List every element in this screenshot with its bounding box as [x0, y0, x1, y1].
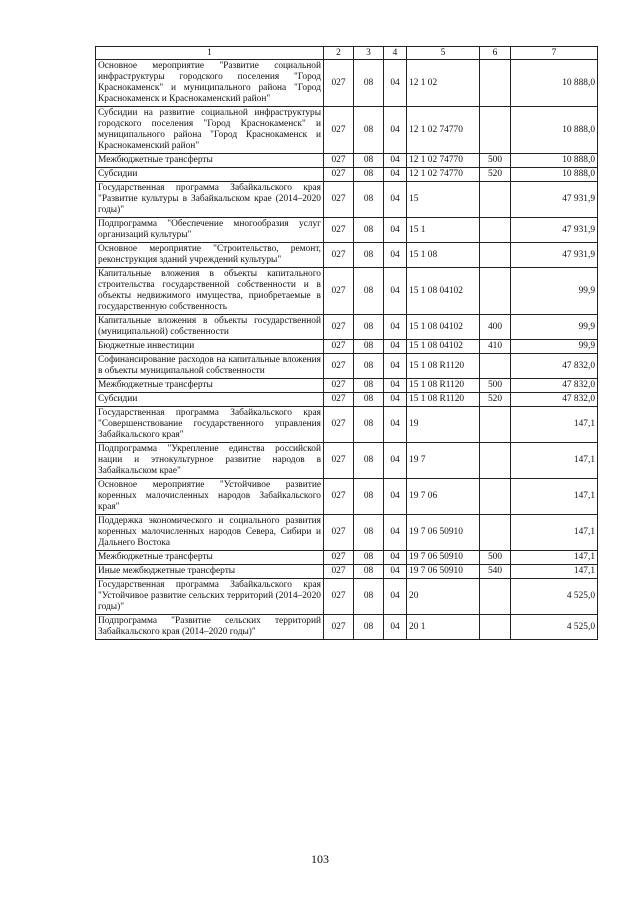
expense-type-code: [480, 354, 511, 379]
table-row: [96, 551, 598, 565]
table-row: [96, 615, 598, 640]
target-article-code: 19 7: [407, 443, 480, 479]
target-article-code: 19: [407, 407, 480, 443]
podrazdel-code: 04: [384, 182, 407, 218]
podrazdel-code: 04: [384, 354, 407, 379]
column-header-7: 7: [511, 47, 598, 60]
ved-code: 027: [324, 443, 354, 479]
expense-type-code: [480, 515, 511, 551]
amount: 10 888,0: [511, 107, 598, 154]
ved-code: 027: [324, 218, 354, 243]
target-article-code: 12 1 02 74770: [407, 168, 480, 182]
podrazdel-code: 04: [384, 565, 407, 579]
ved-code: 027: [324, 393, 354, 407]
table-row: [96, 315, 598, 340]
podrazdel-code: 04: [384, 479, 407, 515]
expense-type-code: [480, 268, 511, 315]
amount: 47 832,0: [511, 379, 598, 393]
expense-type-code: 500: [480, 154, 511, 168]
row-name: Капитальные вложения в объекты государственной (муниципальной) собственности: [96, 315, 324, 340]
ved-code: 027: [324, 515, 354, 551]
expense-type-code: [480, 107, 511, 154]
column-header-3: 3: [354, 47, 384, 60]
amount: 4 525,0: [511, 579, 598, 615]
expense-type-code: [480, 243, 511, 268]
table-row: [96, 515, 598, 551]
header-row: [96, 47, 598, 60]
podrazdel-code: 04: [384, 551, 407, 565]
amount: 47 832,0: [511, 354, 598, 379]
row-name: Подпрограмма "Развитие сельских территорий Забайкальского края (2014–2020 годы)": [96, 615, 324, 640]
razdel-code: 08: [354, 354, 384, 379]
expense-type-code: 410: [480, 340, 511, 354]
ved-code: 027: [324, 407, 354, 443]
table-row: [96, 565, 598, 579]
razdel-code: 08: [354, 407, 384, 443]
amount: 47 931,9: [511, 218, 598, 243]
razdel-code: 08: [354, 615, 384, 640]
table-row: [96, 354, 598, 379]
row-name: Межбюджетные трансферты: [96, 154, 324, 168]
expense-type-code: 520: [480, 393, 511, 407]
table-row: [96, 268, 598, 315]
target-article-code: 15 1 08 04102: [407, 268, 480, 315]
podrazdel-code: 04: [384, 154, 407, 168]
razdel-code: 08: [354, 107, 384, 154]
ved-code: 027: [324, 168, 354, 182]
table-row: [96, 379, 598, 393]
amount: 99,9: [511, 315, 598, 340]
target-article-code: 19 7 06 50910: [407, 551, 480, 565]
ved-code: 027: [324, 354, 354, 379]
razdel-code: 08: [354, 579, 384, 615]
row-name: Бюджетные инвестиции: [96, 340, 324, 354]
razdel-code: 08: [354, 268, 384, 315]
ved-code: 027: [324, 565, 354, 579]
column-header-4: 4: [384, 47, 407, 60]
amount: 147,1: [511, 565, 598, 579]
table-row: [96, 443, 598, 479]
podrazdel-code: 04: [384, 315, 407, 340]
podrazdel-code: 04: [384, 443, 407, 479]
target-article-code: 19 7 06 50910: [407, 565, 480, 579]
ved-code: 027: [324, 154, 354, 168]
table-row: [96, 393, 598, 407]
column-header-6: 6: [480, 47, 511, 60]
ved-code: 027: [324, 268, 354, 315]
row-name: Государственная программа Забайкальского края "Совершенствование государственного управления Забайкальского края": [96, 407, 324, 443]
razdel-code: 08: [354, 154, 384, 168]
razdel-code: 08: [354, 393, 384, 407]
expense-type-code: [480, 182, 511, 218]
row-name: Субсидии: [96, 168, 324, 182]
razdel-code: 08: [354, 182, 384, 218]
row-name: Межбюджетные трансферты: [96, 551, 324, 565]
razdel-code: 08: [354, 443, 384, 479]
razdel-code: 08: [354, 60, 384, 107]
razdel-code: 08: [354, 168, 384, 182]
ved-code: 027: [324, 107, 354, 154]
podrazdel-code: 04: [384, 168, 407, 182]
razdel-code: 08: [354, 551, 384, 565]
target-article-code: 15: [407, 182, 480, 218]
expense-type-code: 520: [480, 168, 511, 182]
column-header-2: 2: [324, 47, 354, 60]
razdel-code: 08: [354, 340, 384, 354]
expense-type-code: [480, 443, 511, 479]
expense-type-code: 500: [480, 551, 511, 565]
table-row: [96, 579, 598, 615]
table-body: [96, 60, 598, 640]
table-header: [96, 47, 598, 60]
podrazdel-code: 04: [384, 340, 407, 354]
expense-type-code: [480, 218, 511, 243]
target-article-code: 19 7 06: [407, 479, 480, 515]
budget-table: [95, 46, 598, 640]
expense-type-code: [480, 579, 511, 615]
razdel-code: 08: [354, 315, 384, 340]
table-row: [96, 340, 598, 354]
amount: 147,1: [511, 407, 598, 443]
row-name: Основное мероприятие "Устойчивое развитие коренных малочисленных народов Забайкальского края": [96, 479, 324, 515]
podrazdel-code: 04: [384, 515, 407, 551]
amount: 147,1: [511, 515, 598, 551]
row-name: Субсидии: [96, 393, 324, 407]
razdel-code: 08: [354, 515, 384, 551]
podrazdel-code: 04: [384, 218, 407, 243]
ved-code: 027: [324, 615, 354, 640]
podrazdel-code: 04: [384, 60, 407, 107]
column-header-5: 5: [407, 47, 480, 60]
target-article-code: 15 1 08 R1120: [407, 354, 480, 379]
target-article-code: 20: [407, 579, 480, 615]
row-name: Поддержка экономического и социального развития коренных малочисленных народов Севера, Сибири и Дальнего Востока: [96, 515, 324, 551]
row-name: Основное мероприятие "Развитие социальной инфраструктуры городского поселения "Город Краснокаменск" и муниципального района "Город Краснокаменск и Краснокаменский район": [96, 60, 324, 107]
amount: 147,1: [511, 479, 598, 515]
podrazdel-code: 04: [384, 393, 407, 407]
target-article-code: 12 1 02 74770: [407, 154, 480, 168]
amount: 47 931,9: [511, 182, 598, 218]
amount: 47 931,9: [511, 243, 598, 268]
target-article-code: 15 1 08: [407, 243, 480, 268]
amount: 4 525,0: [511, 615, 598, 640]
expense-type-code: 400: [480, 315, 511, 340]
row-name: Иные межбюджетные трансферты: [96, 565, 324, 579]
amount: 147,1: [511, 551, 598, 565]
amount: 10 888,0: [511, 168, 598, 182]
ved-code: 027: [324, 579, 354, 615]
table-row: [96, 182, 598, 218]
expense-type-code: 500: [480, 379, 511, 393]
table-row: [96, 479, 598, 515]
target-article-code: 15 1 08 R1120: [407, 393, 480, 407]
amount: 10 888,0: [511, 60, 598, 107]
row-name: Подпрограмма "Укрепление единства российской нации и этнокультурное развитие народов в Забайкальском крае": [96, 443, 324, 479]
table-row: [96, 107, 598, 154]
podrazdel-code: 04: [384, 379, 407, 393]
row-name: Государственная программа Забайкальского края "Устойчивое развитие сельских территорий (2014–2020 годы)": [96, 579, 324, 615]
target-article-code: 19 7 06 50910: [407, 515, 480, 551]
amount: 47 832,0: [511, 393, 598, 407]
amount: 99,9: [511, 340, 598, 354]
razdel-code: 08: [354, 479, 384, 515]
ved-code: 027: [324, 182, 354, 218]
table-row: [96, 168, 598, 182]
target-article-code: 15 1 08 04102: [407, 340, 480, 354]
target-article-code: 12 1 02: [407, 60, 480, 107]
expense-type-code: [480, 479, 511, 515]
razdel-code: 08: [354, 379, 384, 393]
target-article-code: 20 1: [407, 615, 480, 640]
amount: 10 888,0: [511, 154, 598, 168]
row-name: Межбюджетные трансферты: [96, 379, 324, 393]
table-row: [96, 243, 598, 268]
podrazdel-code: 04: [384, 268, 407, 315]
ved-code: 027: [324, 243, 354, 268]
expense-type-code: 540: [480, 565, 511, 579]
razdel-code: 08: [354, 218, 384, 243]
row-name: Подпрограмма "Обеспечение многообразия услуг организаций культуры": [96, 218, 324, 243]
ved-code: 027: [324, 340, 354, 354]
row-name: Государственная программа Забайкальского края "Развитие культуры в Забайкальском крае (2014–2020 годы)": [96, 182, 324, 218]
table-row: [96, 60, 598, 107]
table-row: [96, 218, 598, 243]
ved-code: 027: [324, 315, 354, 340]
target-article-code: 12 1 02 74770: [407, 107, 480, 154]
podrazdel-code: 04: [384, 107, 407, 154]
expense-type-code: [480, 615, 511, 640]
target-article-code: 15 1 08 R1120: [407, 379, 480, 393]
amount: 147,1: [511, 443, 598, 479]
podrazdel-code: 04: [384, 579, 407, 615]
target-article-code: 15 1 08 04102: [407, 315, 480, 340]
target-article-code: 15 1: [407, 218, 480, 243]
row-name: Субсидии на развитие социальной инфраструктуры городского поселения "Город Краснокаменск" и муниципального района "Город Краснокаменск и Краснокаменский район": [96, 107, 324, 154]
podrazdel-code: 04: [384, 615, 407, 640]
table-row: [96, 154, 598, 168]
ved-code: 027: [324, 551, 354, 565]
ved-code: 027: [324, 379, 354, 393]
ved-code: 027: [324, 60, 354, 107]
podrazdel-code: 04: [384, 407, 407, 443]
razdel-code: 08: [354, 565, 384, 579]
table-row: [96, 407, 598, 443]
amount: 99,9: [511, 268, 598, 315]
column-header-1: 1: [96, 47, 324, 60]
page-number: 103: [311, 852, 329, 866]
razdel-code: 08: [354, 243, 384, 268]
expense-type-code: [480, 407, 511, 443]
row-name: Капитальные вложения в объекты капитального строительства государственной собственности и в объекты недвижимого имущества, приобретаемые в государственную собственность: [96, 268, 324, 315]
expense-type-code: [480, 60, 511, 107]
ved-code: 027: [324, 479, 354, 515]
row-name: Основное мероприятие "Строительство, ремонт, реконструкция зданий учреждений культуры": [96, 243, 324, 268]
row-name: Софинансирование расходов на капитальные вложения в объекты муниципальной собственности: [96, 354, 324, 379]
podrazdel-code: 04: [384, 243, 407, 268]
